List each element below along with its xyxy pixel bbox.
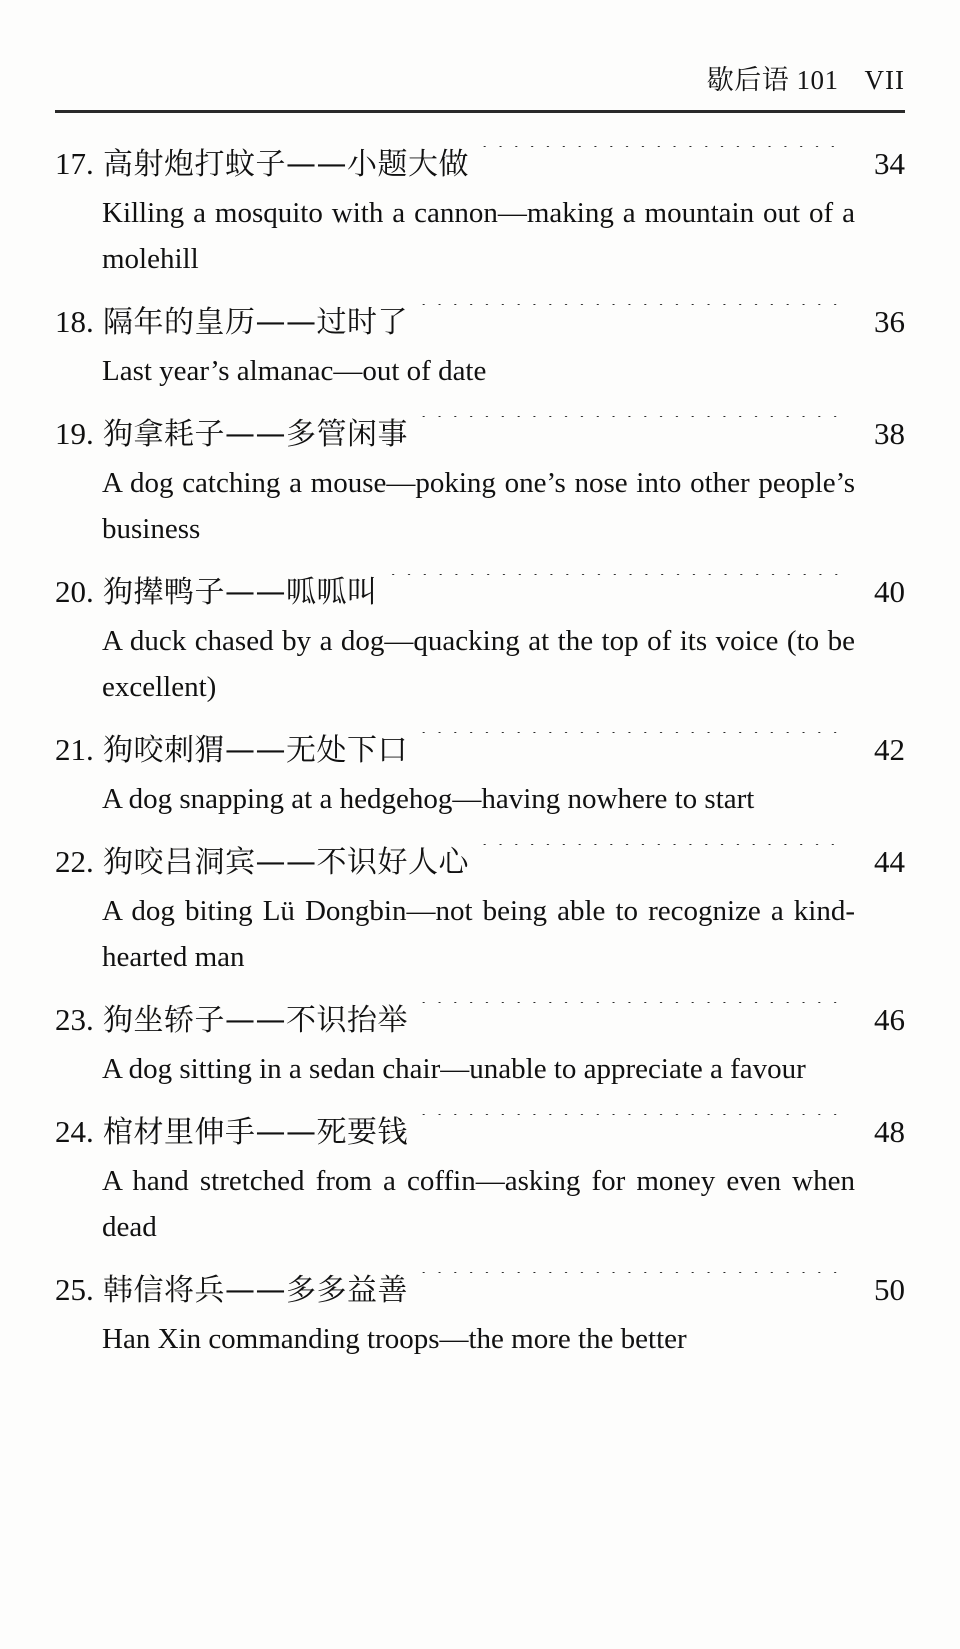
toc-entry-page-number: 36 xyxy=(874,304,905,339)
toc-entry-number: 17. xyxy=(55,146,94,181)
toc-entry-page-number: 34 xyxy=(874,146,905,181)
toc-entry-page-number: 50 xyxy=(874,1272,905,1307)
toc-entry-chinese: 狗坐轿子——不识抬举 xyxy=(103,1003,408,1038)
table-of-contents xyxy=(55,140,905,1378)
toc-entry-page-number: 40 xyxy=(874,574,905,609)
book-title: 歇后语 101 xyxy=(706,65,839,95)
toc-entry[interactable] xyxy=(55,568,905,710)
toc-entry-english: A dog biting Lü Dongbin—not being able to recognize a kind-hearted man xyxy=(102,895,855,973)
toc-entry[interactable] xyxy=(55,838,905,980)
toc-entry-headline[interactable] xyxy=(55,1266,905,1314)
running-head xyxy=(55,58,905,98)
toc-entry-chinese: 高射炮打蚊子——小题大做 xyxy=(103,147,469,182)
toc-entry-number: 21. xyxy=(55,732,94,767)
toc-entry-page-number: 46 xyxy=(874,1002,905,1037)
toc-entry-english: Killing a mosquito with a cannon—making a mountain out of a molehill xyxy=(102,197,855,275)
toc-entry[interactable] xyxy=(55,996,905,1092)
toc-entry-chinese: 隔年的皇历——过时了 xyxy=(103,305,408,340)
toc-entry-chinese: 狗撵鸭子——呱呱叫 xyxy=(103,575,378,610)
dot-leader xyxy=(481,844,847,872)
toc-entry-headline[interactable] xyxy=(55,410,905,458)
toc-entry-page-number: 38 xyxy=(874,416,905,451)
toc-entry-headline[interactable] xyxy=(55,726,905,774)
toc-entry-headline[interactable] xyxy=(55,996,905,1044)
dot-leader xyxy=(420,304,847,332)
dot-leader xyxy=(420,416,847,444)
toc-entry-chinese: 狗拿耗子——多管闲事 xyxy=(103,417,408,452)
toc-entry-chinese: 狗咬刺猬——无处下口 xyxy=(103,733,408,768)
dot-leader xyxy=(420,1002,847,1030)
toc-entry-page-number: 48 xyxy=(874,1114,905,1149)
dot-leader xyxy=(420,732,847,760)
toc-entry-number: 24. xyxy=(55,1114,94,1149)
toc-entry-english: A hand stretched from a coffin—asking for money even when dead xyxy=(102,1165,855,1243)
toc-entry[interactable] xyxy=(55,140,905,282)
toc-entry-headline[interactable] xyxy=(55,838,905,886)
toc-entry-chinese: 棺材里伸手——死要钱 xyxy=(103,1115,408,1150)
toc-entry-headline[interactable] xyxy=(55,298,905,346)
toc-entry[interactable] xyxy=(55,726,905,822)
toc-entry-chinese: 狗咬吕洞宾——不识好人心 xyxy=(103,845,469,880)
toc-entry-number: 18. xyxy=(55,304,94,339)
toc-entry[interactable] xyxy=(55,298,905,394)
header-rule xyxy=(55,110,905,113)
toc-entry-headline[interactable] xyxy=(55,140,905,188)
toc-entry[interactable] xyxy=(55,1266,905,1362)
toc-entry-english: A duck chased by a dog—quacking at the top of its voice (to be excellent) xyxy=(102,625,855,703)
toc-entry-page-number: 42 xyxy=(874,732,905,767)
toc-entry-number: 23. xyxy=(55,1002,94,1037)
dot-leader xyxy=(481,146,847,174)
toc-entry-english: A dog sitting in a sedan chair—unable to appreciate a favour xyxy=(102,1053,806,1085)
toc-entry-english: Han Xin commanding troops—the more the better xyxy=(102,1323,687,1355)
dot-leader xyxy=(420,1114,847,1142)
toc-entry-number: 20. xyxy=(55,574,94,609)
dot-leader xyxy=(420,1272,847,1300)
dot-leader xyxy=(390,574,848,602)
toc-entry-english: Last year’s almanac—out of date xyxy=(102,355,487,387)
toc-entry-english: A dog catching a mouse—poking one’s nose into other people’s business xyxy=(102,467,855,545)
toc-entry-number: 25. xyxy=(55,1272,94,1307)
toc-entry-headline[interactable] xyxy=(55,1108,905,1156)
toc-entry-page-number: 44 xyxy=(874,844,905,879)
toc-entry-number: 19. xyxy=(55,416,94,451)
toc-entry-number: 22. xyxy=(55,844,94,879)
toc-entry-headline[interactable] xyxy=(55,568,905,616)
page-folio: VII xyxy=(864,65,905,95)
toc-entry-chinese: 韩信将兵——多多益善 xyxy=(103,1273,408,1308)
toc-entry[interactable] xyxy=(55,410,905,552)
toc-entry-english: A dog snapping at a hedgehog—having nowhere to start xyxy=(102,783,755,815)
toc-entry[interactable] xyxy=(55,1108,905,1250)
